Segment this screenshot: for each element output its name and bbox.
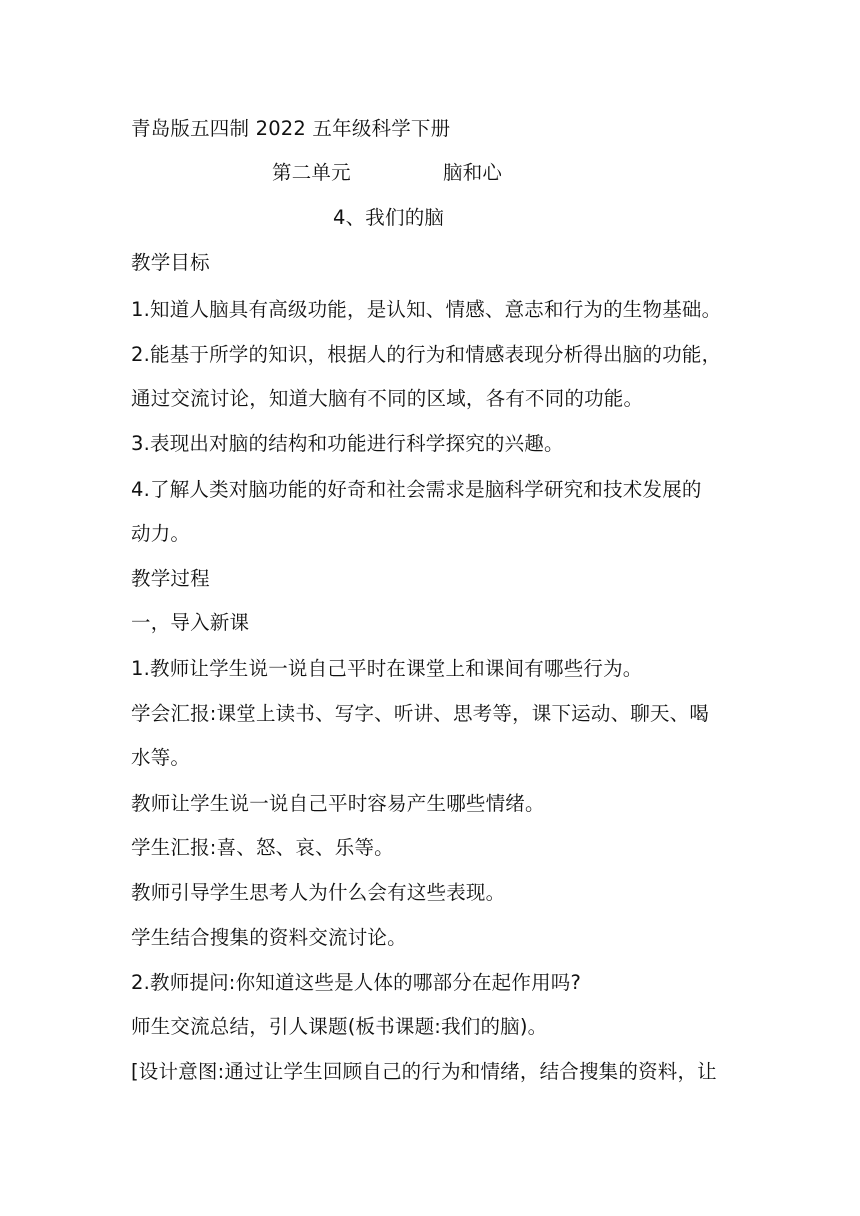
paragraph-1: 1.教师让学生说一说自己平时在课堂上和课间有哪些行为。 [131,657,643,680]
section-title-process: 教学过程 [131,567,210,590]
paragraph-4: 学生汇报:喜、怒、哀、乐等。 [131,836,394,859]
paragraph-3: 教师让学生说一说自己平时容易产生哪些情绪。 [131,792,545,815]
goal-4-line-2: 动力。 [131,522,191,545]
paragraph-5: 教师引导学生思考人为什么会有这些表现。 [131,881,506,904]
paragraph-9: [设计意图:通过让学生回顾自己的行为和情绪，结合搜集的资料，让 [131,1060,717,1083]
unit-label: 第二单元 [272,161,351,184]
goal-1: 1.知道人脑具有高级功能，是认知、情感、意志和行为的生物基础。 [131,298,722,321]
subsection-title-intro: 一，导入新课 [131,611,250,634]
paragraph-8: 师生交流总结，引人课题(板书课题:我们的脑)。 [131,1015,548,1038]
section-title-objectives: 教学目标 [131,251,210,274]
unit-name: 脑和心 [443,161,503,184]
document-header: 青岛版五四制 2022 五年级科学下册 [131,117,451,140]
lesson-title: 4、我们的脑 [333,206,445,229]
goal-2-line-1: 2.能基于所学的知识，根据人的行为和情感表现分析得出脑的功能， [131,343,722,366]
paragraph-2-line-1: 学会汇报:课堂上读书、写字、听讲、思考等，课下运动、聊天、喝 [131,702,710,725]
paragraph-6: 学生结合搜集的资料交流讨论。 [131,926,407,949]
goal-4-line-1: 4.了解人类对脑功能的好奇和社会需求是脑科学研究和技术发展的 [131,478,702,501]
goal-3: 3.表现出对脑的结构和功能进行科学探究的兴趣。 [131,432,564,455]
goal-2-line-2: 通过交流讨论，知道大脑有不同的区域，各有不同的功能。 [131,387,644,410]
paragraph-2-line-2: 水等。 [131,746,191,769]
paragraph-7: 2.教师提问:你知道这些是人体的哪部分在起作用吗? [131,971,582,994]
